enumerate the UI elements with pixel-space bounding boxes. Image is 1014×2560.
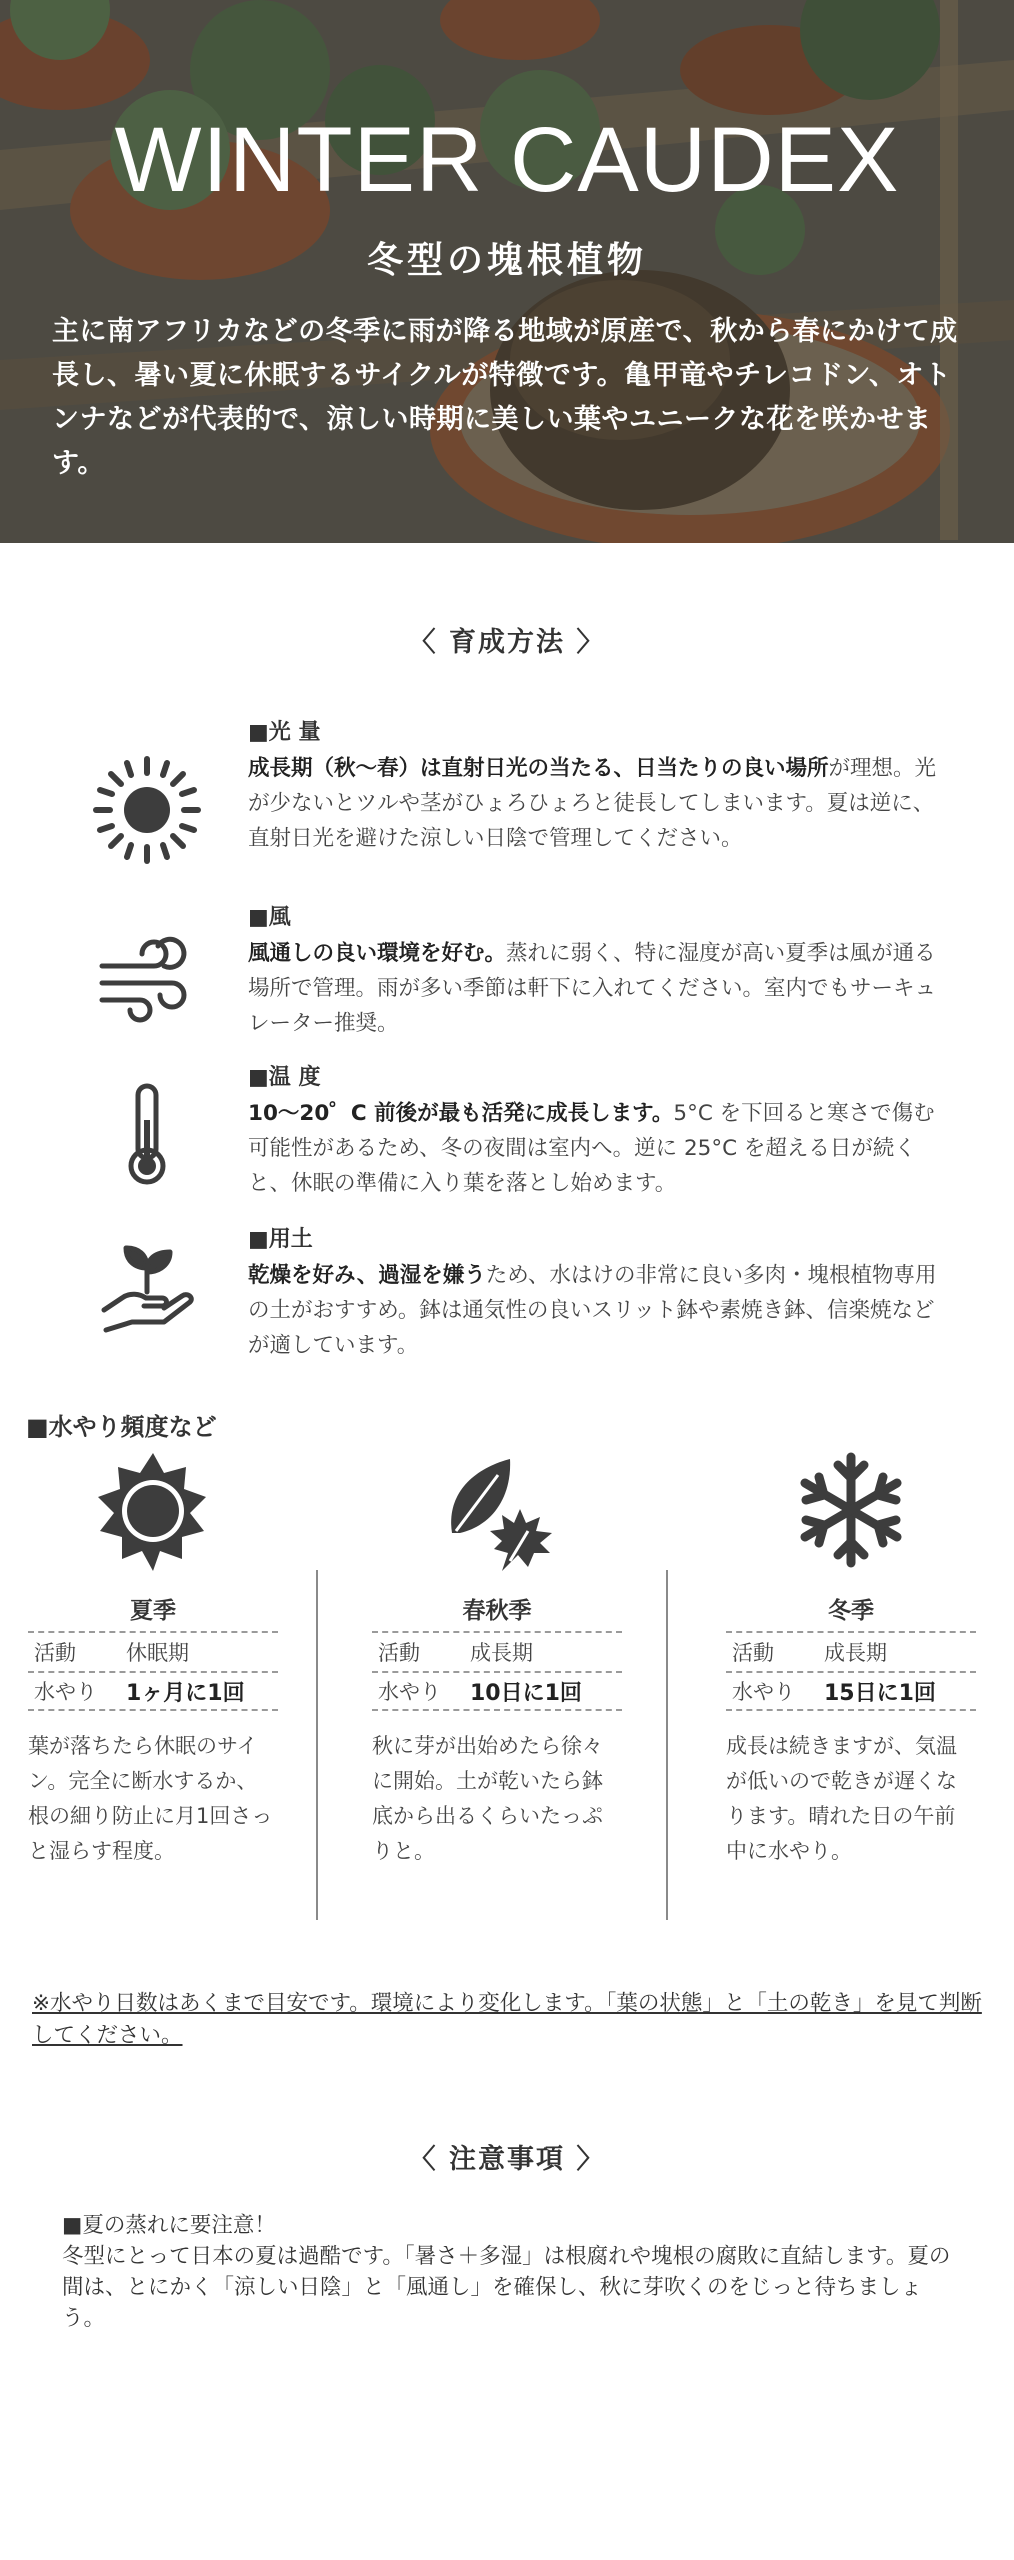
care-text-wind [248, 900, 948, 1041]
care-body-soil [248, 1258, 948, 1363]
season-water-row-summer [28, 1671, 278, 1711]
care-heading: 〈 育成方法 〉 [408, 627, 606, 658]
thermometer-icon [92, 1080, 202, 1190]
care-strong-soil: 乾燥を好み、過湿を嫌う [248, 1263, 486, 1288]
caution-body: 冬型にとって日本の夏は過酷です。「暑さ＋多湿」は根腐れや塊根の腐敗に直結します。夏の間は、とにかく「涼しい日陰」と「風通し」を確保し、秋に芽吹くのをじっと待ちましょう。 [62, 2244, 951, 2331]
season-desc-summer: 葉が落ちたら休眠のサイン。完全に断水するか、根の細り防止に月1回さっと湿らす程度。 [28, 1734, 273, 1863]
care-rest-soil: ため、水はけの非常に良い多肉・塊根植物専用の土がおすすめ。鉢は通気性の良いスリット鉢や素焼き鉢、信楽焼などが適しています。 [248, 1263, 937, 1358]
watering-note: ※水やり日数はあくまで目安です。環境により変化します。「葉の状態」と「土の乾き」を見て判断してください。 [32, 1991, 982, 2048]
summer-sun-icon [88, 1445, 218, 1575]
hero-banner [0, 0, 1014, 543]
season-water-row-winter [726, 1671, 976, 1711]
water-label: 水やり [732, 1680, 795, 1704]
wind-icon [92, 928, 202, 1038]
care-strong-wind: 風通しの良い環境を好む。 [248, 941, 507, 966]
hero-description: 主に南アフリカなどの冬季に雨が降る地域が原産で、秋から春にかけて成長し、暑い夏に休眠するサイクルが特徴です。亀甲竜やチレコドン、オトンナなどが代表的で、涼しい時期に美しい葉やユニークな花を咲かせます。 [52, 316, 958, 479]
hero-subtitle: 冬型の塊根植物 [366, 240, 647, 281]
care-body-light [248, 751, 948, 856]
season-activity-row-summer [28, 1631, 278, 1671]
care-title-wind: ■風 [248, 905, 291, 930]
watering-heading: ■水やり頻度など [26, 1413, 217, 1441]
season-water-row-spring-autumn [372, 1671, 622, 1711]
care-rest-light: が理想。光が少ないとツルや茎がひょろひょろと徒長してしまいます。夏は逆に、直射日光を避けた涼しい日陰で管理してください。 [248, 756, 937, 851]
activity-value-summer: 休眠期 [126, 1641, 189, 1665]
activity-label: 活動 [34, 1641, 76, 1665]
sun-icon [92, 755, 202, 865]
caution-block [62, 2210, 962, 2334]
season-name-spring-autumn: 春秋季 [462, 1598, 532, 1624]
season-activity-row-spring-autumn [372, 1631, 622, 1671]
care-body-wind [248, 936, 948, 1041]
care-text-light [248, 715, 948, 856]
care-text-soil [248, 1222, 948, 1363]
season-summer [28, 1445, 278, 1869]
care-title-temperature: ■温 度 [248, 1065, 321, 1090]
activity-label: 活動 [378, 1641, 420, 1665]
season-winter [726, 1445, 976, 1869]
activity-label: 活動 [732, 1641, 774, 1665]
activity-value-spring-autumn: 成長期 [470, 1641, 533, 1665]
caution-heading: 〈 注意事項 〉 [408, 2144, 606, 2175]
season-desc-winter: 成長は続きますが、気温が低いので乾きが遅くなります。晴れた日の午前中に水やり。 [726, 1734, 957, 1863]
care-strong-temperature: 10〜20゜C 前後が最も活発に成長します。 [248, 1101, 674, 1126]
care-text-temperature [248, 1060, 948, 1201]
sprout-hand-icon [92, 1232, 202, 1342]
water-frequency-summer: 1ヶ月に1回 [126, 1680, 245, 1706]
season-divider [666, 1570, 668, 1920]
care-body-temperature [248, 1096, 948, 1201]
season-name-winter: 冬季 [828, 1598, 874, 1624]
season-activity-row-winter [726, 1631, 976, 1671]
leaves-icon [432, 1445, 562, 1575]
water-label: 水やり [378, 1680, 441, 1704]
care-title-light: ■光 量 [248, 720, 321, 745]
caution-title: ■夏の蒸れに要注意！ [62, 2213, 276, 2238]
water-frequency-spring-autumn: 10日に1回 [470, 1680, 582, 1706]
care-rest-temperature: 5°C を下回ると寒さで傷む可能性があるため、冬の夜間は室内へ。逆に 25°C を超える日が続くと、休眠の準備に入り葉を落とし始めます。 [248, 1101, 935, 1196]
water-frequency-winter: 15日に1回 [824, 1680, 936, 1706]
activity-value-winter: 成長期 [824, 1641, 887, 1665]
season-desc-spring-autumn: 秋に芽が出始めたら徐々に開始。土が乾いたら鉢底から出るくらいたっぷりと。 [372, 1734, 603, 1863]
season-spring-autumn [372, 1445, 622, 1869]
care-strong-light: 成長期（秋〜春）は直射日光の当たる、日当たりの良い場所 [248, 756, 829, 781]
care-title-soil: ■用土 [248, 1227, 313, 1252]
hero-title: WINTER CAUDEX [114, 109, 900, 211]
season-name-summer: 夏季 [130, 1598, 176, 1624]
season-divider [316, 1570, 318, 1920]
snowflake-icon [786, 1445, 916, 1575]
water-label: 水やり [34, 1680, 97, 1704]
care-rest-wind: 蒸れに弱く、特に湿度が高い夏季は風が通る場所で管理。雨が多い季節は軒下に入れてください。室内でもサーキュレーター推奨。 [248, 941, 937, 1036]
